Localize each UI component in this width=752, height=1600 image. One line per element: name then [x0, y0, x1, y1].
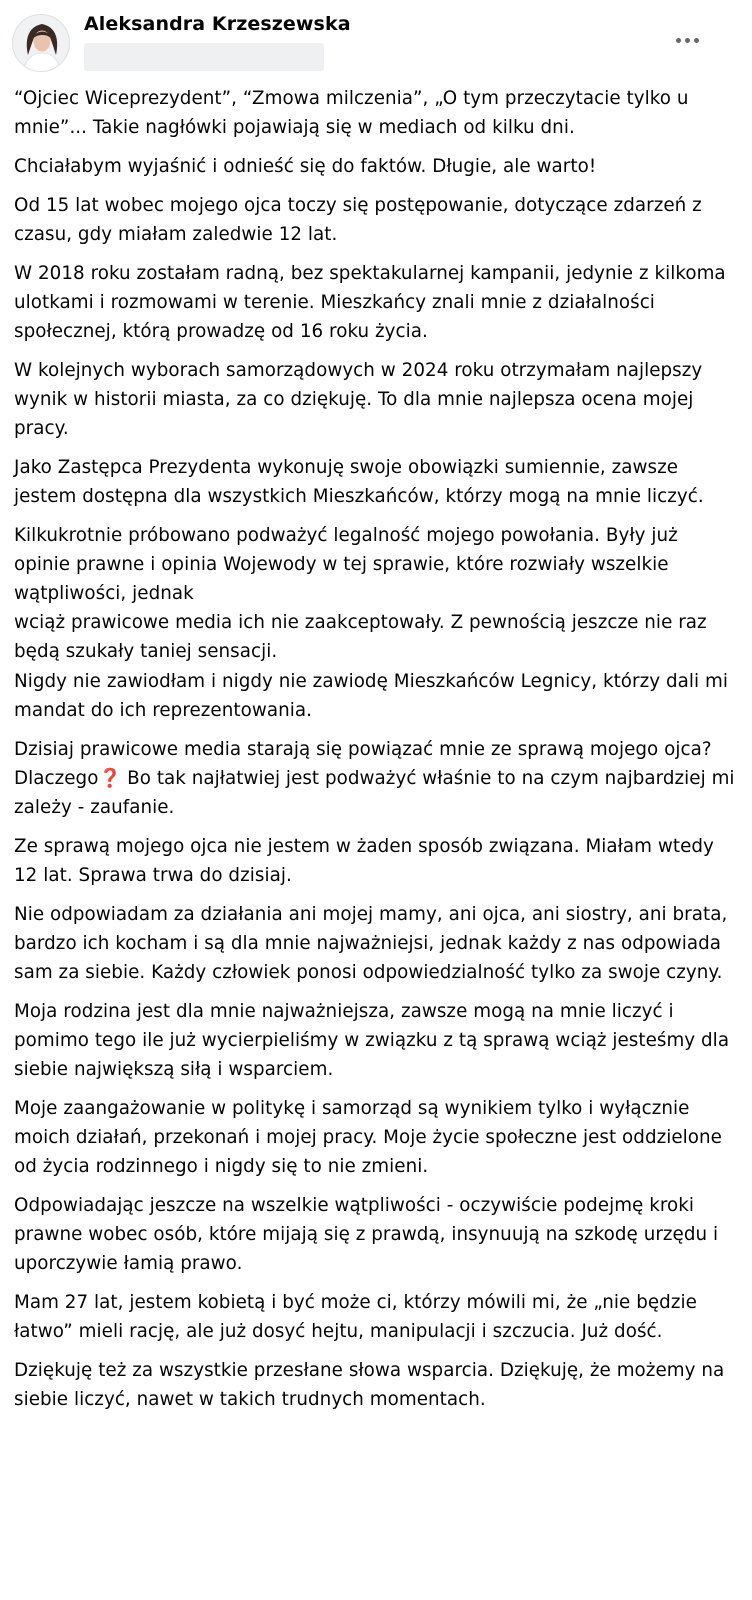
post-paragraph: Mam 27 lat, jestem kobietą i być może ci, którzy mówili mi, że „nie będzie łatwo” mieli rację, ale już dosyć hejtu, manipulacji i szczucia. Już dość. — [14, 1292, 697, 1342]
post-paragraph: Odpowiadając jeszcze na wszelkie wątpliwości - oczywiście podejmę kroki prawne wobec osób, które mijają się z prawdą, insynuują na szkodę urzędu i uporczywie łamią prawo. — [14, 1195, 719, 1274]
post-paragraph: Kilkukrotnie próbowano podważyć legalność mojego powołania. Były już opinie prawne i opinia Wojewody w tej sprawie, które rozwiały wszelkie wątpliwości, jednak — [14, 525, 678, 604]
question-mark-icon: ❓ — [98, 768, 122, 789]
post-body — [14, 84, 736, 1414]
post-paragraph: “Ojciec Wiceprezydent”, “Zmowa milczenia”, „O tym przeczytacie tylko u mnie”... Takie nagłówki pojawiają się w mediach od kilku dni. — [14, 88, 689, 138]
post-meta-redacted — [84, 43, 324, 71]
dot — [685, 38, 690, 43]
dot — [694, 38, 699, 43]
paragraph-text: Bo tak najłatwiej jest podważyć właśnie to na czym najbardziej mi zależy - zaufanie. — [14, 768, 735, 818]
more-options-icon[interactable] — [664, 24, 710, 56]
post-paragraph: Chciałabym wyjaśnić i odnieść się do faktów. Długie, ale warto! — [14, 156, 597, 177]
post-paragraph: Jako Zastępca Prezydenta wykonuję swoje obowiązki sumiennie, zawsze jestem dostępna dla wszystkich Mieszkańców, którzy mogą na mnie liczyć. — [14, 457, 704, 507]
post-paragraph: W kolejnych wyborach samorządowych w 2024 roku otrzymałam najlepszy wynik w historii miasta, za co dziękuję. To dla mnie najlepsza ocena mojej pracy. — [14, 360, 703, 439]
post-paragraph: wciąż prawicowe media ich nie zaakceptowały. Z pewnością jeszcze nie raz będą szukały taniej sensacji. — [14, 612, 707, 662]
author-avatar[interactable] — [12, 14, 70, 72]
paragraph-text: Dzisiaj prawicowe media starają się powiązać mnie ze sprawą mojego ojca? Dlaczego — [14, 739, 712, 789]
author-name[interactable]: Aleksandra Krzeszewska — [84, 13, 351, 35]
post-header — [0, 0, 752, 80]
dot — [676, 38, 681, 43]
avatar-photo — [13, 15, 70, 72]
post-paragraph: Dziękuję też za wszystkie przesłane słowa wsparcia. Dziękuję, że możemy na siebie liczyć, nawet w takich trudnych momentach. — [14, 1360, 725, 1410]
post-paragraph: Nie odpowiadam za działania ani mojej mamy, ani ojca, ani siostry, ani brata, bardzo ich kocham i są dla mnie najważniejsi, jednak każdy z nas odpowiada sam za siebie. Każdy człowiek ponosi odpowiedzialność tylko za swoje czyny. — [14, 904, 728, 983]
post-paragraph: W 2018 roku zostałam radną, bez spektakularnej kampanii, jedynie z kilkoma ulotkami i rozmowami w terenie. Mieszkańcy znali mnie z działalności społecznej, którą prowadzę od 16 roku życia. — [14, 263, 726, 342]
post-paragraph: Moja rodzina jest dla mnie najważniejsza, zawsze mogą na mnie liczyć i pomimo tego ile już wycierpieliśmy w związku z tą sprawą wciąż jesteśmy dla siebie największą siłą i wsparciem. — [14, 1001, 730, 1080]
post-paragraph: Nigdy nie zawiodłam i nigdy nie zawiodę Mieszkańców Legnicy, którzy dali mi mandat do ich reprezentowania. — [14, 671, 728, 721]
post-paragraph: Ze sprawą mojego ojca nie jestem w żaden sposób związana. Miałam wtedy 12 lat. Sprawa trwa do dzisiaj. — [14, 836, 714, 886]
post-paragraph: Od 15 lat wobec mojego ojca toczy się postępowanie, dotyczące zdarzeń z czasu, gdy miałam zaledwie 12 lat. — [14, 195, 702, 245]
post-paragraph — [14, 735, 736, 822]
post-paragraph: Moje zaangażowanie w politykę i samorząd są wynikiem tylko i wyłącznie moich działań, przekonań i mojej pracy. Moje życie społeczne jest oddzielone od życia rodzinnego i nigdy się to nie zmieni. — [14, 1098, 722, 1177]
